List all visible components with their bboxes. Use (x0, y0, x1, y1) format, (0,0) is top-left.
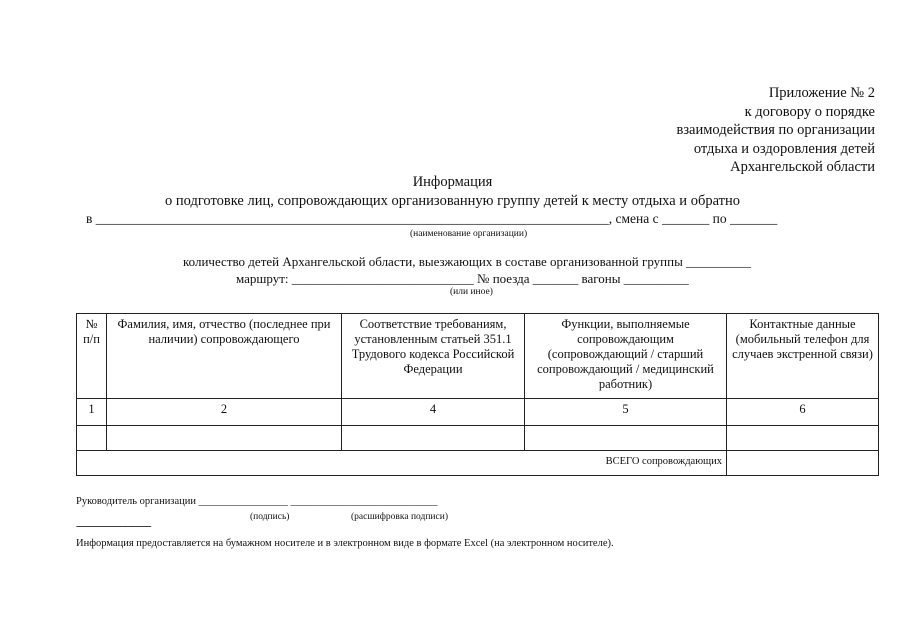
column-number-cell: 2 (107, 399, 342, 426)
appendix-block (676, 84, 875, 177)
organization-line: в ____________________________________________________________________________, смена с _______ по _______ (86, 211, 778, 226)
signature-caption: (подпись) (250, 512, 290, 522)
signature-decode-caption: (расшифровка подписи) (351, 512, 448, 522)
header-contacts: Контактные данные (мобильный телефон для случаев экстренной связи) (727, 314, 879, 399)
empty-cell (525, 426, 727, 451)
appendix-line: отдыха и оздоровления детей (693, 140, 875, 157)
footnote: Информация предоставляется на бумажном носителе и в электронном виде в формате Excel (на электронном носителе). (76, 538, 614, 549)
header-full-name: Фамилия, имя, отчество (последнее при наличии) сопровождающего (107, 314, 342, 399)
route-line: маршрут: ____________________________ № поезда _______ вагоны __________ (236, 271, 689, 286)
route-caption: (или иное) (450, 287, 493, 297)
total-row (77, 451, 879, 476)
table-header-row (77, 314, 879, 399)
empty-cell (727, 426, 879, 451)
header-number: № п/п (77, 314, 107, 399)
appendix-line: Архангельской области (730, 159, 875, 175)
header-compliance: Соответствие требованиям, установленным статьей 351.1 Трудового кодекса Российской Федерации (342, 314, 525, 399)
column-number-cell: 4 (342, 399, 525, 426)
document-subtitle: о подготовке лиц, сопровождающих организованную группу детей к месту отдыха и обратно (165, 193, 740, 209)
total-value-cell (727, 451, 879, 476)
appendix-line: к договору о порядке (744, 103, 875, 120)
column-number-cell: 1 (77, 399, 107, 426)
column-number-cell: 6 (727, 399, 879, 426)
document-title: Информация (412, 174, 493, 190)
header-functions: Функции, выполняемые сопровождающим (сопровождающий / старший сопровождающий / медицинский работник) (525, 314, 727, 399)
escorts-table (76, 313, 879, 476)
appendix-line: Приложение № 2 (768, 85, 875, 101)
appendix-line: взаимодействия по организации (676, 122, 875, 138)
total-label: ВСЕГО сопровождающих (77, 451, 727, 476)
children-count-line: количество детей Архангельской области, выезжающих в составе организованной группы __________ (183, 254, 752, 269)
empty-cell (77, 426, 107, 451)
organization-caption: (наименование организации) (410, 229, 528, 239)
signature-line: Руководитель организации _________________ ____________________________ (76, 496, 438, 507)
column-number-cell: 5 (525, 399, 727, 426)
table-row (77, 426, 879, 451)
empty-cell (342, 426, 525, 451)
footnote-separator: -------------------------------- (76, 521, 151, 532)
empty-cell (107, 426, 342, 451)
table-row (77, 399, 879, 426)
